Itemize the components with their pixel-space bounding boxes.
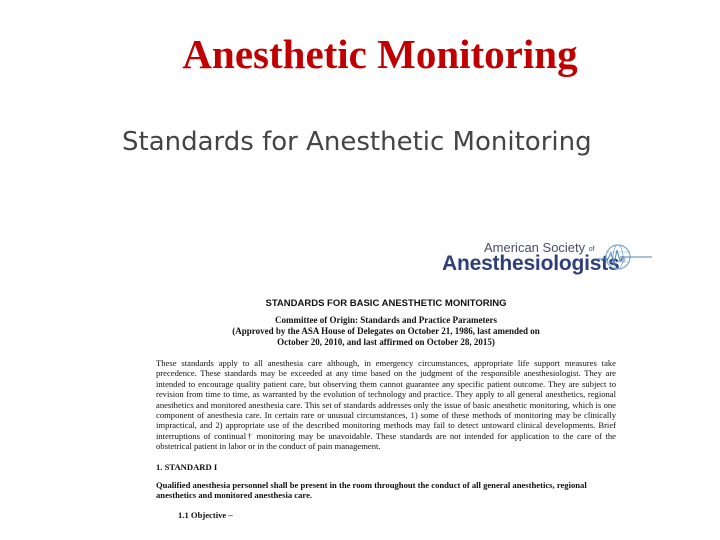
standard-heading: 1. STANDARD I [156, 461, 218, 472]
document-title: STANDARDS FOR BASIC ANESTHETIC MONITORING [265, 298, 507, 309]
approved-line-2: October 20, 2010, and last affirmed on October 28, 2015) [277, 337, 495, 347]
logo-line2: Anesthesiologists [442, 252, 620, 275]
standard-text: Qualified anesthesia personnel shall be present in the room throughout the conduct of all general anesthetics, regional anesthetics and monitored anesthesia care. [156, 479, 587, 501]
document-image [156, 298, 616, 520]
objective-heading: 1.1 Objective – [178, 510, 233, 521]
logo-of: of [588, 246, 595, 253]
logo-reg: ® [619, 255, 626, 264]
intro-paragraph: These standards apply to all anesthesia care although, in emergency circumstances, appropriate life support measures take precedence. These standards may be exceeded at any time based on the judgment of the responsible anesthesiologist. They are intended to encourage quality patient care, but observing them cannot guarantee any specific patient outcome. They are subject to revision from time to time, as warranted by the evolution of technology and practice. They apply to all general anesthetics, regional anesthetics and monitored anesthesia care. This set of standards addresses only the issue of basic anesthetic monitoring, which is one component of anesthesia care. In certain rare or unusual circumstances, 1) some of these methods of monitoring may be clinically impractical, and 2) appropriate use of the described monitoring methods may fail to detect untoward clinical developments. Brief interruptions of continual† monitoring may be unavoidable. These standards are not intended for application to the care of the obstetrical patient in labor or in the conduct of pain management. [156, 358, 616, 452]
logo-line1: American Society [484, 240, 586, 255]
document-meta [156, 315, 616, 348]
asa-logo [442, 240, 657, 276]
committee-line: Committee of Origin: Standards and Practice Parameters [275, 315, 497, 325]
globe-icon [594, 242, 654, 272]
approved-line-1: (Approved by the ASA House of Delegates on October 21, 1986, last amended on [232, 326, 540, 336]
slide-title: Anesthetic Monitoring [182, 31, 578, 77]
slide-subtitle: Standards for Anesthetic Monitoring [122, 127, 592, 157]
